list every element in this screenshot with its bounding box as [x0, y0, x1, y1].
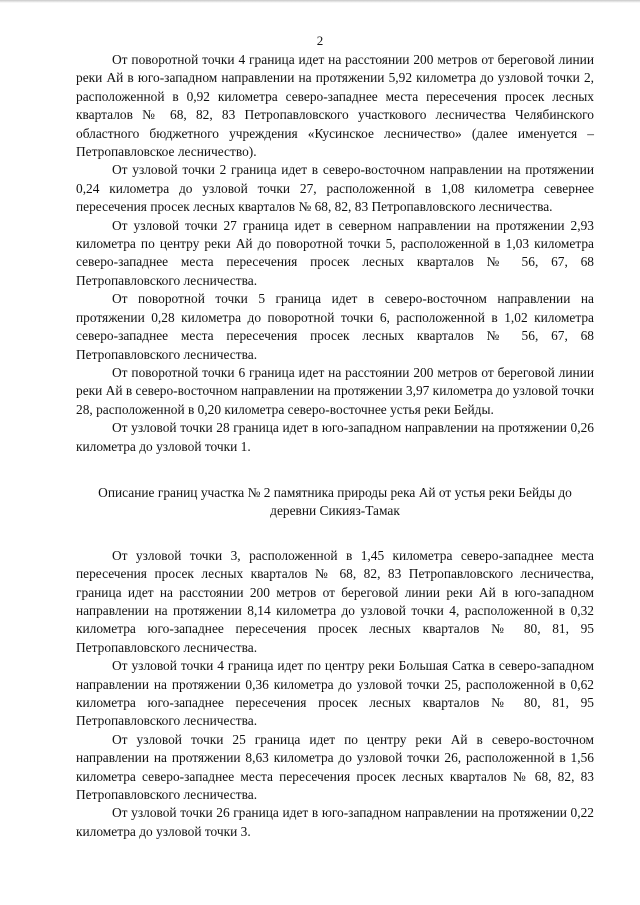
paragraph: От узловой точки 3, расположенной в 1,45 километра северо-западнее места пересечения просек лесных кварталов № 68, 82, 83 Петропавловского лесничества, граница идет на расстоянии 200 метров от береговой линии реки Ай в юго-западном направлении на протяжении 8,14 километра до узловой точки 4, расположенной в 0,32 километра юго-западнее пересечения просек лесных кварталов № 80, 81, 95 Петропавловского лесничества.: [76, 547, 594, 655]
paragraph: От узловой точки 2 граница идет в северо-восточном направлении на протяжении 0,24 километра до узловой точки 27, расположенной в 1,08 километра севернее пересечения просек лесных кварталов № 68, 82, 83 Петропавловского лесничества.: [76, 162, 594, 215]
paragraph: От узловой точки 27 граница идет в северном направлении на протяжении 2,93 километра по центру реки Ай до поворотной точки 5, расположенной в 1,03 километра северо-западнее места пересечения просек лесных кварталов № 56, 67, 68 Петропавловского лесничества.: [76, 217, 594, 288]
paragraph: От поворотной точки 6 граница идет на расстоянии 200 метров от береговой линии реки Ай в северо-восточном направлении на протяжении 3,97 километра до узловой точки 28, расположенной в 0,20 километра северо-восточнее устья реки Бейды.: [76, 364, 594, 417]
section-2-heading: Описание границ участка № 2 памятника природы река Ай от устья реки Бейды до деревни Сикияз-Тамак: [98, 484, 572, 519]
section-1: [76, 51, 594, 456]
paragraph: От узловой точки 4 граница идет по центру реки Большая Сатка в северо-западном направлении на протяжении 0,36 километра до узловой точки 25, расположенной в 0,62 километра юго-западнее пересечения просек лесных кварталов № 80, 81, 95 Петропавловского лесничества.: [76, 658, 594, 729]
paragraph: От узловой точки 26 граница идет в юго-западном направлении на протяжении 0,22 километра до узловой точки 3.: [76, 805, 594, 839]
section-2: [76, 547, 594, 842]
paragraph: От узловой точки 28 граница идет в юго-западном направлении на протяжении 0,26 километра до узловой точки 1.: [76, 420, 594, 454]
scan-edge-shadow: [0, 0, 640, 3]
page-number: 2: [316, 33, 324, 48]
document-body: [76, 51, 594, 841]
paragraph: От узловой точки 25 граница идет по центру реки Ай в северо-восточном направлении на протяжении 8,63 километра до узловой точки 26, расположенной в 1,56 километра северо-западнее места пересечения просек лесных кварталов № 68, 82, 83 Петропавловского лесничества.: [76, 731, 594, 803]
paragraph: От поворотной точки 5 граница идет в северо-восточном направлении на протяжении 0,28 километра до поворотной точки 6, расположенной в 1,02 километра северо-западнее места пересечения просек лесных кварталов № 56, 67, 68 Петропавловского лесничества.: [76, 291, 594, 362]
paragraph: От поворотной точки 4 граница идет на расстоянии 200 метров от береговой линии реки Ай в юго-западном направлении на протяжении 5,92 километра до узловой точки 2, расположенной в 0,92 километра северо-западнее места пересечения просек лесных кварталов № 68, 82, 83 Петропавловского участкового лесничества Челябинского областного бюджетного учреждения «Кусинское лесничество» (далее именуется – Петропавловское лесничество).: [76, 52, 594, 160]
